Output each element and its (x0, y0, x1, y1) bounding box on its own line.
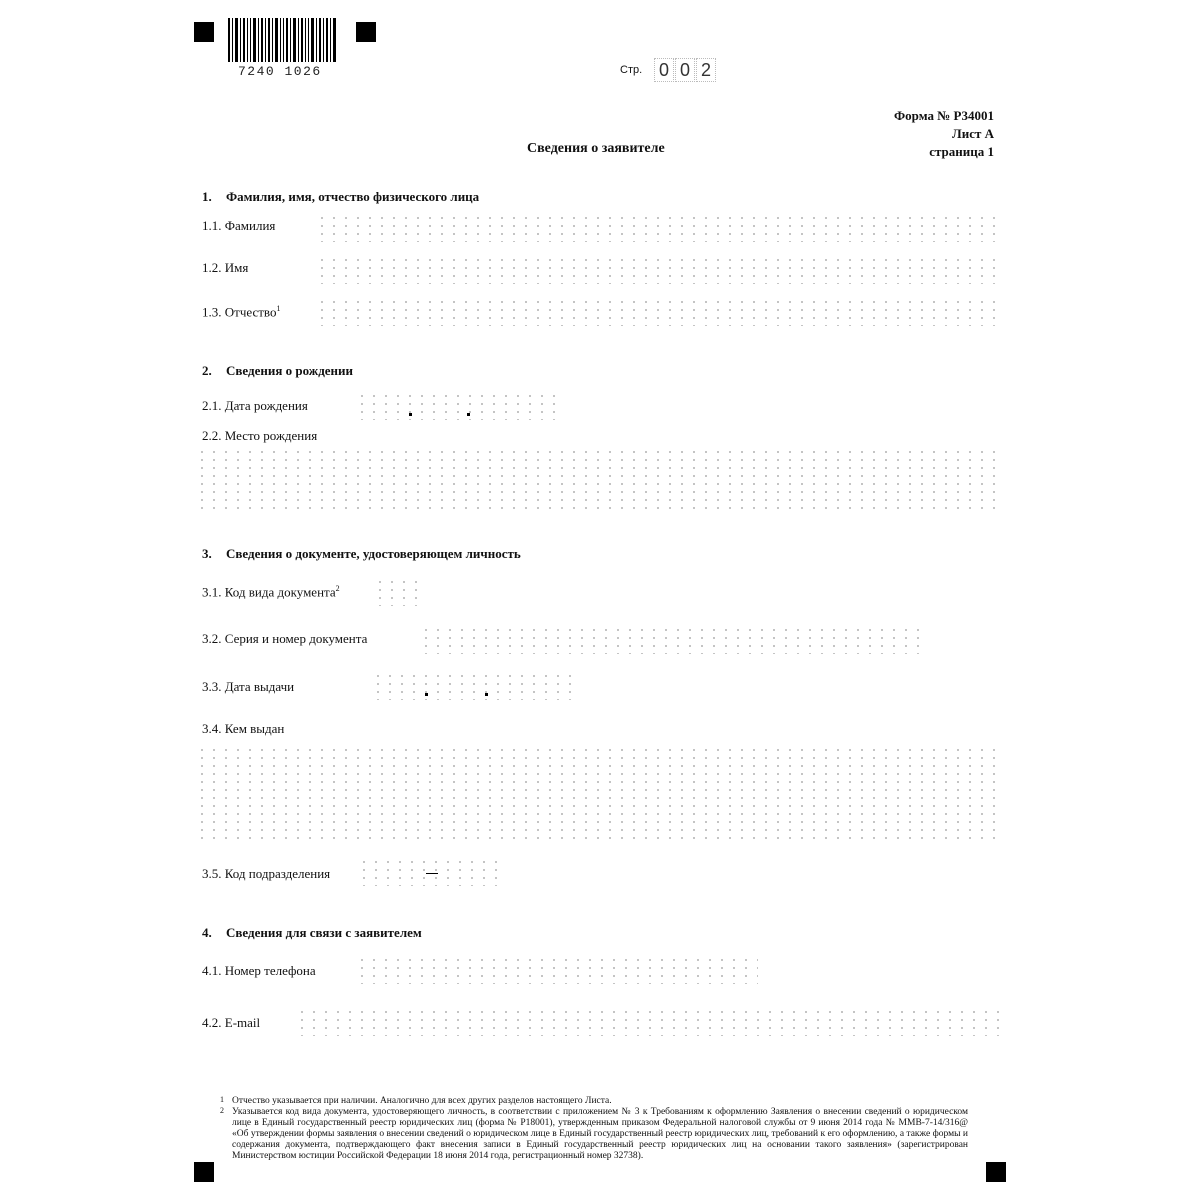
footnote-mark: 2 (220, 1106, 224, 1115)
corner-marker-top-left (194, 22, 214, 42)
first-name-label: 1.2. Имя (202, 260, 249, 275)
corner-marker-top-right (356, 22, 376, 42)
document-series-number-input-grid[interactable] (420, 626, 922, 654)
section-number: 3. (202, 546, 212, 561)
barcode-number: 7240 1026 (238, 64, 322, 79)
corner-marker-bottom-left (194, 1162, 214, 1182)
page-digit: 0 (654, 58, 674, 82)
patronymic-label-text: 1.3. Отчество (202, 304, 277, 320)
birth-date-input-grid[interactable] (356, 392, 562, 420)
form-number: Форма № Р34001 (894, 108, 994, 123)
email-input-grid[interactable] (296, 1008, 1002, 1036)
date-separator-dot (485, 693, 488, 696)
section-2-heading (202, 363, 353, 379)
barcode (228, 18, 336, 62)
footnote-mark: 1 (220, 1095, 224, 1104)
document-type-code-label (202, 584, 340, 600)
corner-marker-bottom-right (986, 1162, 1006, 1182)
date-separator-dot (425, 693, 428, 696)
page-title: Сведения о заявителе (527, 141, 665, 156)
birth-date-label: 2.1. Дата рождения (202, 398, 308, 413)
section-title: Фамилия, имя, отчество физического лица (226, 189, 480, 204)
date-separator-dot (467, 413, 470, 416)
section-title: Сведения о документе, удостоверяющем личность (226, 546, 521, 561)
issue-date-input-grid[interactable] (372, 672, 578, 700)
document-type-code-input-grid[interactable] (374, 578, 418, 606)
section-title: Сведения о рождении (226, 363, 354, 378)
page-number-cells (654, 58, 717, 82)
issue-date-label: 3.3. Дата выдачи (202, 679, 295, 694)
footnote-text: Указывается код вида документа, удостоверяющего личность, в соответствии с приложением № 3 к Требованиям к оформлению Заявления о внесении сведений о юридическом лице в Единый государственный реестр юридических лиц (форма № Р18001), утвержденным приказом Федеральной налоговой службы от 9 июня 2014 года № ММВ-7-14/316@ «Об утверждении формы заявления о внесении сведений о юридическом лице в Единый государственный реестр юридических лиц, требований к его оформлению, а также формы и содержания документа, подтверждающего факт внесения записи в Единый государственный реестр юридических лиц на основании такого заявления» (зарегистрирован Министерством юстиции Российской Федерации 18 июня 2014 года, регистрационный номер 32738). (232, 1107, 968, 1161)
email-label: 4.2. E-mail (202, 1015, 261, 1030)
footnote-2 (220, 1106, 968, 1162)
subdivision-code-label: 3.5. Код подразделения (202, 866, 331, 881)
footnote-1 (220, 1095, 968, 1107)
patronymic-label (202, 304, 280, 320)
patronymic-input-grid[interactable] (316, 298, 1002, 326)
document-series-number-label: 3.2. Серия и номер документа (202, 631, 368, 646)
page-digit: 0 (675, 58, 695, 82)
birth-place-input-grid[interactable] (196, 448, 1002, 514)
footnote-text: Отчество указывается при наличии. Аналогично для всех других разделов настоящего Листа. (232, 1096, 612, 1106)
section-number: 2. (202, 363, 212, 378)
phone-number-input-grid[interactable] (356, 956, 758, 984)
page-label: Стр. (620, 64, 643, 76)
sheet-page-label: страница 1 (929, 144, 994, 159)
footnote-ref: 2 (335, 584, 340, 593)
surname-input-grid[interactable] (316, 214, 1002, 242)
issued-by-label: 3.4. Кем выдан (202, 721, 285, 736)
first-name-input-grid[interactable] (316, 256, 1002, 284)
section-number: 4. (202, 925, 212, 940)
page-digit: 2 (696, 58, 716, 82)
footnotes (220, 1095, 968, 1162)
phone-number-label: 4.1. Номер телефона (202, 963, 316, 978)
sheet-label: Лист А (952, 126, 994, 141)
subdivision-code-dash (426, 873, 438, 874)
section-4-heading (202, 925, 422, 941)
section-title: Сведения для связи с заявителем (226, 925, 422, 940)
document-type-code-label-text: 3.1. Код вида документа (202, 584, 336, 600)
date-separator-dot (409, 413, 412, 416)
section-1-heading (202, 189, 479, 205)
surname-label: 1.1. Фамилия (202, 218, 276, 233)
section-number: 1. (202, 189, 212, 204)
subdivision-code-input-grid[interactable] (358, 858, 504, 886)
footnote-ref: 1 (276, 304, 281, 313)
section-3-heading (202, 546, 521, 562)
issued-by-input-grid[interactable] (196, 746, 1002, 840)
birth-place-label: 2.2. Место рождения (202, 428, 318, 443)
